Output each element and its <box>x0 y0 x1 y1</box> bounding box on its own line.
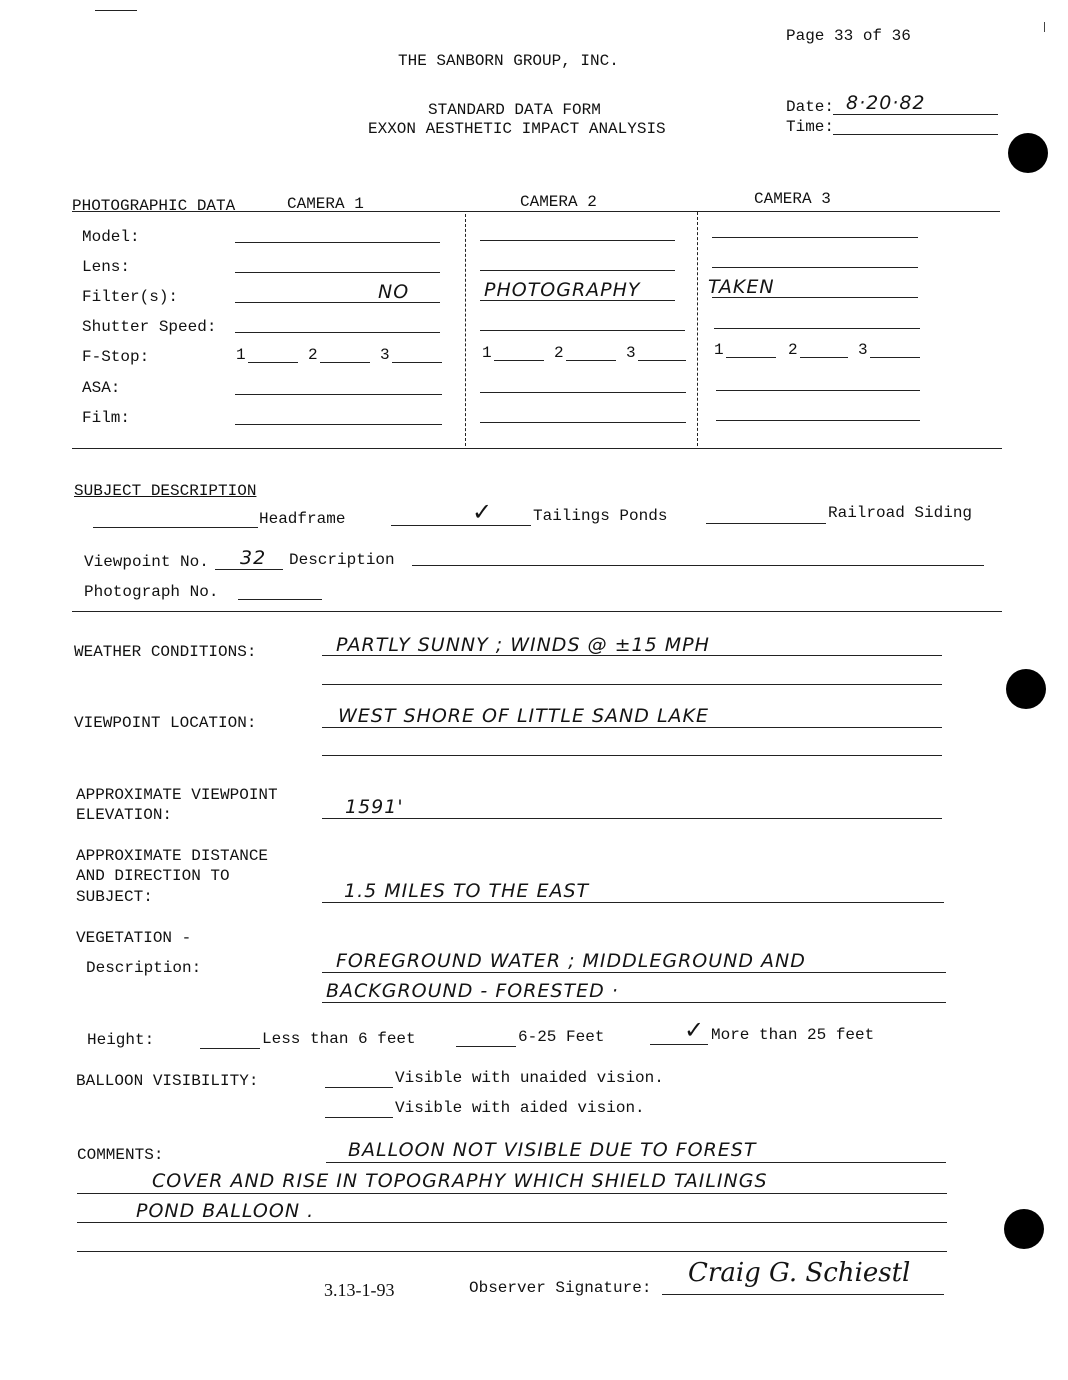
location-line <box>322 727 942 728</box>
camera-3-shutter-line <box>714 328 920 329</box>
camera-1-fstop-3: 3 <box>380 346 390 364</box>
balloon-label: BALLOON VISIBILITY: <box>76 1072 259 1090</box>
time-label: Time: <box>786 118 835 136</box>
camera-2-heading: CAMERA 2 <box>520 193 597 211</box>
section-divider <box>72 611 1002 612</box>
camera-2-fstop-1: 1 <box>482 344 492 362</box>
photographic-header-line <box>72 211 1000 212</box>
balloon-opt1-line <box>325 1087 393 1088</box>
distance-line <box>322 902 944 903</box>
description-label: Description <box>289 551 395 569</box>
comments-label: COMMENTS: <box>77 1146 164 1164</box>
camera-3-fstop-3-line <box>870 357 920 358</box>
railroad-line <box>706 523 826 524</box>
photograph-line <box>238 599 322 600</box>
camera-2-fstop-2: 2 <box>554 344 564 362</box>
time-line <box>833 134 998 135</box>
elevation-label-2: ELEVATION: <box>76 806 173 824</box>
height-opt3-check[interactable]: ✓ <box>684 1016 706 1044</box>
height-opt1-line <box>200 1048 260 1049</box>
height-opt3-line <box>650 1044 708 1045</box>
signature-label: Observer Signature: <box>469 1279 652 1297</box>
weather-line-2 <box>322 684 942 685</box>
camera-1-model-line <box>235 242 440 243</box>
camera-3-film-line <box>716 420 920 421</box>
section-divider <box>72 448 1002 449</box>
camera-2-fstop-3: 3 <box>626 344 636 362</box>
vegetation-description-1[interactable]: FOREGROUND WATER ; MIDDLEGROUND AND <box>336 950 806 972</box>
row-label-model: Model: <box>82 228 140 246</box>
date-label: Date: <box>786 98 835 116</box>
camera-3-fstop-3: 3 <box>858 341 868 359</box>
camera-3-fstop-2-line <box>800 357 848 358</box>
camera-1-filter-value[interactable]: NO <box>378 281 410 303</box>
comments-line-3 <box>77 1222 947 1223</box>
company-name: THE SANBORN GROUP, INC. <box>398 52 619 70</box>
location-label: VIEWPOINT LOCATION: <box>74 714 257 732</box>
tailings-check[interactable]: ✓ <box>472 498 494 526</box>
camera-3-lens-line <box>712 267 918 268</box>
camera-3-fstop-2: 2 <box>788 341 798 359</box>
camera-1-fstop-2: 2 <box>308 346 318 364</box>
height-opt2-label: 6-25 Feet <box>518 1028 605 1046</box>
balloon-opt2-label: Visible with aided vision. <box>395 1099 645 1117</box>
comments-line-1 <box>326 1162 946 1163</box>
comments-text-3[interactable]: POND BALLOON . <box>136 1200 315 1222</box>
headframe-line <box>93 527 258 528</box>
camera-3-fstop-1-line <box>726 357 776 358</box>
location-line-2 <box>322 755 942 756</box>
camera-1-lens-line <box>235 272 440 273</box>
row-label-asa: ASA: <box>82 379 121 397</box>
viewpoint-label: Viewpoint No. <box>84 553 209 571</box>
camera-1-fstop-2-line <box>320 362 370 363</box>
punch-hole <box>1008 133 1048 173</box>
height-opt3-label: More than 25 feet <box>711 1026 875 1044</box>
vegetation-label: VEGETATION - <box>76 929 192 947</box>
distance-label-1: APPROXIMATE DISTANCE <box>76 847 269 865</box>
camera-2-lens-line <box>480 270 675 271</box>
camera-1-fstop-1: 1 <box>236 346 246 364</box>
comments-line-4 <box>77 1251 947 1252</box>
elevation-line <box>322 818 942 819</box>
balloon-opt1-label: Visible with unaided vision. <box>395 1069 664 1087</box>
camera-2-model-line <box>480 240 675 241</box>
vegetation-line-1 <box>322 972 946 973</box>
row-label-filter: Filter(s): <box>82 288 179 306</box>
section-subject-description: SUBJECT DESCRIPTION <box>74 482 257 500</box>
comments-line-2 <box>77 1193 947 1194</box>
camera-2-asa-line <box>480 392 686 393</box>
viewpoint-value[interactable]: 32 <box>240 547 267 569</box>
height-label: Height: <box>87 1031 155 1049</box>
date-line <box>833 114 998 115</box>
form-code: 3.13-1-93 <box>324 1280 395 1300</box>
photograph-label: Photograph No. <box>84 583 219 601</box>
scan-mark <box>1044 22 1045 32</box>
camera-2-filter-value[interactable]: PHOTOGRAPHY <box>484 279 641 301</box>
camera-3-asa-line <box>716 390 920 391</box>
tailings-line <box>391 525 531 526</box>
railroad-label: Railroad Siding <box>828 504 973 522</box>
description-line <box>412 565 984 566</box>
row-label-lens: Lens: <box>82 258 131 276</box>
distance-label-3: SUBJECT: <box>76 888 153 906</box>
distance-value[interactable]: 1.5 MILES TO THE EAST <box>344 880 590 902</box>
camera-1-fstop-1-line <box>248 362 298 363</box>
form-subtitle: EXXON AESTHETIC IMPACT ANALYSIS <box>368 120 666 138</box>
elevation-value[interactable]: 1591' <box>345 796 404 818</box>
camera-1-heading: CAMERA 1 <box>287 195 364 213</box>
tailings-label: Tailings Ponds <box>533 507 668 525</box>
camera-3-fstop-1: 1 <box>714 341 724 359</box>
camera-1-shutter-line <box>235 332 440 333</box>
comments-text-1[interactable]: BALLOON NOT VISIBLE DUE TO FOREST <box>348 1139 757 1161</box>
camera-1-filter-line <box>235 302 440 303</box>
scan-mark <box>95 10 137 11</box>
height-opt1-label: Less than 6 feet <box>262 1030 416 1048</box>
viewpoint-line <box>215 569 283 570</box>
weather-value[interactable]: PARTLY SUNNY ; WINDS @ ±15 MPH <box>336 634 710 656</box>
camera-2-fstop-3-line <box>638 360 686 361</box>
camera-2-fstop-1-line <box>494 360 544 361</box>
row-label-shutter: Shutter Speed: <box>82 318 217 336</box>
weather-label: WEATHER CONDITIONS: <box>74 643 257 661</box>
camera-1-film-line <box>235 424 442 425</box>
date-value[interactable]: 8·20·82 <box>846 92 926 114</box>
camera-1-fstop-3-line <box>392 362 442 363</box>
camera-2-film-line <box>480 422 686 423</box>
row-label-fstop: F-Stop: <box>82 348 150 366</box>
form-title: STANDARD DATA FORM <box>428 101 601 119</box>
punch-hole <box>1006 669 1046 709</box>
camera-2-shutter-line <box>480 330 685 331</box>
height-opt2-line <box>456 1046 516 1047</box>
vegetation-description-label: Description: <box>86 959 202 977</box>
vegetation-description-2[interactable]: BACKGROUND - FORESTED · <box>326 980 619 1002</box>
page-number: Page 33 of 36 <box>786 27 911 45</box>
punch-hole <box>1004 1209 1044 1249</box>
comments-text-2[interactable]: COVER AND RISE IN TOPOGRAPHY WHICH SHIELD TAILINGS <box>152 1170 768 1192</box>
signature-line <box>662 1294 944 1295</box>
observer-signature[interactable]: Craig G. Schiestl <box>688 1258 911 1288</box>
section-photographic-data: PHOTOGRAPHIC DATA <box>72 197 236 215</box>
distance-label-2: AND DIRECTION TO <box>76 867 230 885</box>
balloon-opt2-line <box>325 1117 393 1118</box>
location-value[interactable]: WEST SHORE OF LITTLE SAND LAKE <box>338 705 709 727</box>
row-label-film: Film: <box>82 409 131 427</box>
camera-1-asa-line <box>235 394 442 395</box>
camera-3-heading: CAMERA 3 <box>754 190 831 208</box>
camera-3-filter-value[interactable]: TAKEN <box>708 276 775 298</box>
column-divider <box>465 214 466 446</box>
camera-2-fstop-2-line <box>566 360 616 361</box>
headframe-label: Headframe <box>259 510 346 528</box>
vegetation-line-2 <box>322 1002 946 1003</box>
column-divider <box>697 212 698 446</box>
camera-3-model-line <box>712 237 918 238</box>
elevation-label-1: APPROXIMATE VIEWPOINT <box>76 786 278 804</box>
